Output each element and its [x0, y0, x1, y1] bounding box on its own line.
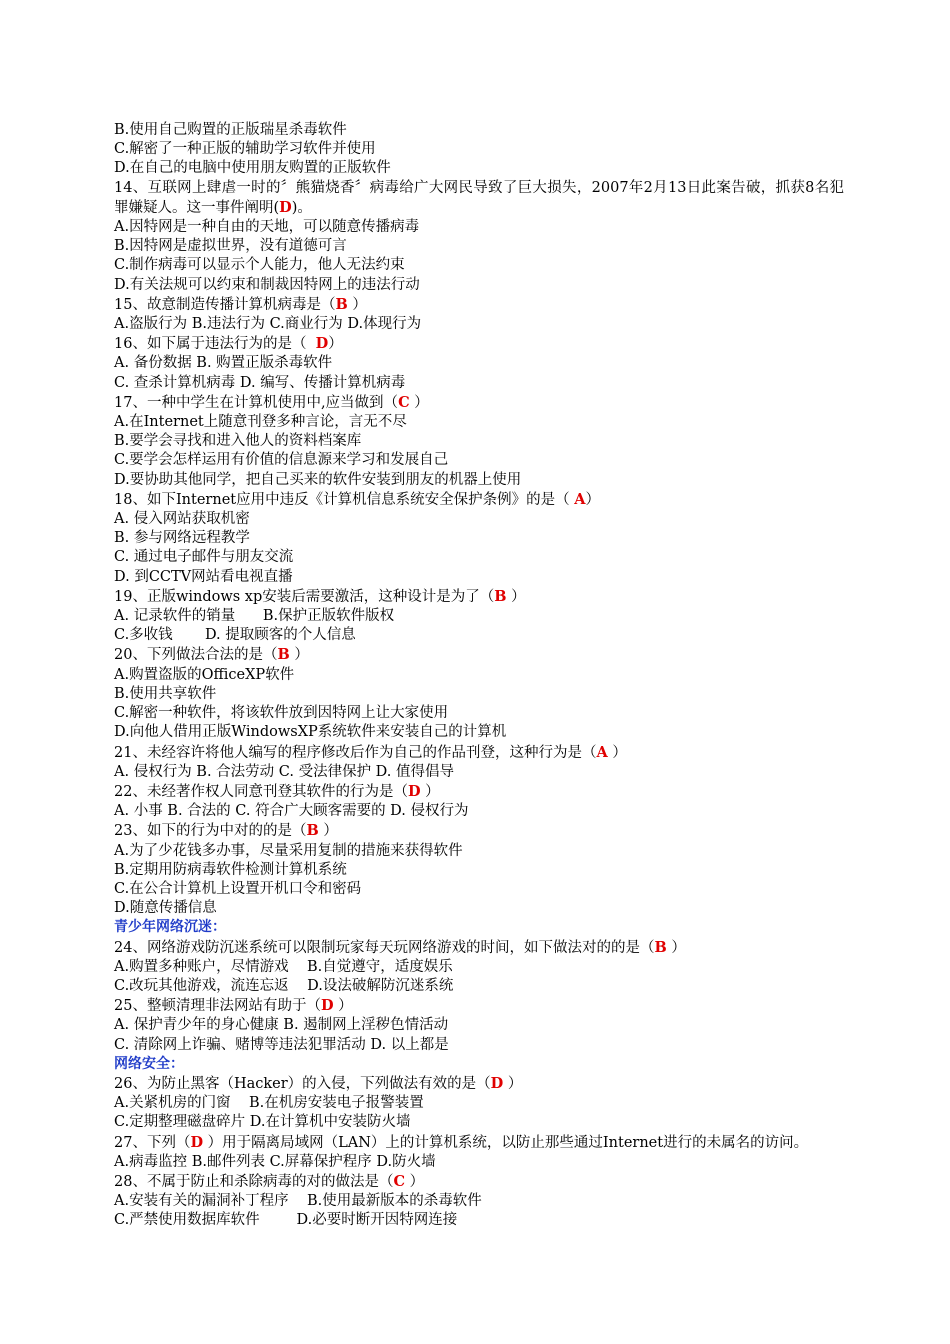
text-segment: A. 记录软件的销量 B.保护正版软件版权 — [114, 608, 395, 625]
text-segment: ） — [607, 744, 627, 761]
text-line — [114, 1153, 844, 1172]
text-line — [114, 315, 844, 334]
text-line — [114, 490, 844, 510]
text-segment: A. 保护青少年的身心健康 B. 遏制网上淫秽色情活动 — [114, 1017, 449, 1034]
text-segment: C.定期整理磁盘碎片 D.在计算机中安装防火墙 — [114, 1114, 411, 1131]
answer-letter: B — [306, 822, 319, 840]
text-segment: 28、不属于防止和杀除病毒的对的做法是（ — [114, 1173, 394, 1190]
document-body — [114, 121, 844, 1231]
text-line — [114, 374, 844, 393]
text-segment: ） — [318, 823, 338, 840]
text-line — [114, 685, 844, 704]
text-line — [114, 704, 844, 723]
text-line — [114, 548, 844, 567]
text-segment: A.在Internet上随意刊登多种言论，言无不尽 — [114, 414, 407, 431]
text-segment: A.关紧机房的门窗 B.在机房安装电子报警装置 — [114, 1095, 424, 1112]
text-line — [114, 899, 844, 918]
text-segment: B.因特网是虚拟世界，没有道德可言 — [114, 238, 347, 255]
text-segment: D.要协助其他同学，把自己买来的软件安装到朋友的机器上使用 — [114, 471, 522, 488]
text-segment: C.在公合计算机上设置开机口令和密码 — [114, 880, 362, 897]
text-line — [114, 880, 844, 899]
text-line — [114, 413, 844, 432]
text-segment: ） — [666, 939, 686, 956]
text-segment: 17、一种中学生在计算机使用中,应当做到（ — [114, 394, 399, 411]
text-line — [114, 626, 844, 645]
text-segment: ） — [409, 394, 429, 411]
answer-letter: D — [190, 1133, 204, 1151]
answer-letter: A — [596, 743, 608, 761]
text-segment: A.盗版行为 B.违法行为 C.商业行为 D.体现行为 — [114, 316, 422, 333]
text-line — [114, 1094, 844, 1113]
answer-letter: D — [490, 1074, 504, 1092]
text-line — [114, 471, 844, 490]
text-segment: 27、下列（ — [114, 1134, 191, 1151]
text-segment: 网络安全： — [114, 1055, 184, 1072]
text-segment: C. 查杀计算机病毒 D. 编写、传播计算机病毒 — [114, 374, 406, 391]
text-line — [114, 821, 844, 841]
text-line — [114, 295, 844, 315]
text-segment: 青少年网络沉迷： — [114, 919, 226, 936]
text-segment: A. 小事 B. 合法的 C. 符合广大顾客需要的 D. 侵权行为 — [114, 803, 469, 820]
text-line — [114, 140, 844, 159]
text-segment: D.在自己的电脑中使用朋友购置的正版软件 — [114, 160, 391, 177]
text-line — [114, 842, 844, 861]
text-line — [114, 218, 844, 237]
text-segment: C.多收钱 D. 提取顾客的个人信息 — [114, 627, 356, 644]
text-segment: 24、网络游戏防沉迷系统可以限制玩家每天玩网络游戏的时间，如下做法对的的是（ — [114, 939, 655, 956]
text-line — [114, 645, 844, 665]
text-segment: C.要学会怎样运用有价值的信息源来学习和发展自己 — [114, 452, 449, 469]
text-line — [114, 861, 844, 880]
text-segment: ）用于隔离局域网（LAN）上的计算机系统，以防止那些通过Internet进行的未属名的访问。 — [203, 1134, 809, 1151]
text-line — [114, 1016, 844, 1035]
text-segment: ） — [347, 296, 367, 313]
text-segment: C.解密一种软件，将该软件放到因特网上让大家使用 — [114, 705, 449, 722]
text-segment: ） — [405, 1173, 425, 1190]
text-line — [114, 354, 844, 373]
answer-letter: B — [494, 587, 507, 605]
text-line — [114, 568, 844, 587]
text-segment: 21、未经容许将他人编写的程序修改后作为自己的作品刊登，这种行为是（ — [114, 744, 597, 761]
text-line — [114, 782, 844, 802]
section-heading — [114, 1055, 844, 1074]
text-line — [114, 743, 844, 763]
text-segment: D.有关法规可以约束和制裁因特网上的违法行动 — [114, 276, 420, 293]
text-segment: D.随意传播信息 — [114, 900, 217, 917]
text-line — [114, 432, 844, 451]
text-segment: C. 清除网上诈骗、赌博等违法犯罪活动 D. 以上都是 — [114, 1036, 449, 1053]
text-line — [114, 510, 844, 529]
text-segment: D.向他人借用正版WindowsXP系统软件来安装自己的计算机 — [114, 724, 507, 741]
text-segment: B.要学会寻找和进入他人的资料档案库 — [114, 433, 362, 450]
text-segment: 20、下列做法合法的是（ — [114, 647, 278, 664]
answer-letter: C — [393, 1172, 405, 1190]
text-segment: 15、故意制造传播计算机病毒是（ — [114, 296, 336, 313]
answer-letter: D — [320, 997, 334, 1015]
text-segment: C.制作病毒可以显示个人能力，他人无法约束 — [114, 257, 405, 274]
text-segment: 19、正版windows xp安装后需要激活，这种设计是为了（ — [114, 588, 495, 605]
text-line — [114, 607, 844, 626]
text-segment: 25、整顿清理非法网站有助于（ — [114, 998, 321, 1015]
text-segment: A. 侵入网站获取机密 — [114, 511, 250, 528]
text-segment: D. 到CCTV网站看电视直播 — [114, 568, 293, 585]
text-line — [114, 179, 844, 218]
answer-letter: B — [335, 295, 348, 313]
text-line — [114, 121, 844, 140]
text-line — [114, 723, 844, 742]
text-segment: C.严禁使用数据库软件 D.必要时断开因特网连接 — [114, 1212, 458, 1229]
answer-letter: D — [407, 782, 421, 800]
text-segment: 18、如下Internet应用中违反《计算机信息系统安全保护条例》的是（ — [114, 491, 575, 508]
text-segment: ） — [503, 1075, 523, 1092]
text-line — [114, 763, 844, 782]
text-line — [114, 159, 844, 178]
text-line — [114, 393, 844, 413]
text-line — [114, 1113, 844, 1132]
text-segment: A.购置盗版的OfficeXP软件 — [114, 666, 295, 683]
answer-letter: D — [279, 198, 292, 216]
text-line — [114, 237, 844, 256]
text-segment: ） — [333, 998, 353, 1015]
text-line — [114, 276, 844, 295]
text-line — [114, 996, 844, 1016]
text-line — [114, 977, 844, 996]
section-heading — [114, 918, 844, 937]
text-line — [114, 1192, 844, 1211]
text-segment: C. 通过电子邮件与朋友交流 — [114, 549, 294, 566]
text-segment: 26、为防止黑客（Hacker）的入侵，下列做法有效的是（ — [114, 1075, 491, 1092]
text-segment: A. 备份数据 B. 购置正版杀毒软件 — [114, 355, 333, 372]
answer-letter: A — [574, 490, 586, 508]
text-line — [114, 256, 844, 275]
text-line — [114, 1172, 844, 1192]
text-segment: C.解密了一种正版的辅助学习软件并使用 — [114, 141, 376, 158]
answer-letter: D — [315, 335, 329, 353]
answer-letter: C — [398, 393, 410, 411]
text-segment: A.安装有关的漏洞补丁程序 B.使用最新版本的杀毒软件 — [114, 1193, 482, 1210]
text-segment: A. 侵权行为 B. 合法劳动 C. 受法律保护 D. 值得倡导 — [114, 763, 455, 780]
text-segment: )。 — [291, 199, 312, 216]
text-line — [114, 938, 844, 958]
text-line — [114, 1036, 844, 1055]
text-segment: ） — [289, 647, 309, 664]
text-segment: B.定期用防病毒软件检测计算机系统 — [114, 861, 347, 878]
text-segment: ） — [420, 783, 440, 800]
text-segment: A.病毒监控 B.邮件列表 C.屏幕保护程序 D.防火墙 — [114, 1153, 436, 1170]
text-segment: ） — [585, 491, 600, 508]
text-line — [114, 529, 844, 548]
text-segment: 23、如下的行为中对的的是（ — [114, 823, 307, 840]
text-line — [114, 958, 844, 977]
text-line — [114, 451, 844, 470]
text-line — [114, 1211, 844, 1230]
text-line — [114, 802, 844, 821]
text-segment: ） — [506, 588, 526, 605]
answer-letter: B — [654, 938, 667, 956]
text-segment: A.购置多种账户，尽情游戏 B.自觉遵守，适度娱乐 — [114, 958, 453, 975]
text-line — [114, 334, 844, 354]
text-segment: C.改玩其他游戏，流连忘返 D.设法破解防沉迷系统 — [114, 977, 454, 994]
text-segment: ） — [328, 336, 343, 353]
text-segment: B. 参与网络远程教学 — [114, 530, 250, 547]
text-line — [114, 1133, 844, 1153]
text-segment: 22、未经著作权人同意刊登其软件的行为是（ — [114, 783, 408, 800]
text-segment: A.因特网是一种自由的天地，可以随意传播病毒 — [114, 219, 420, 236]
text-line — [114, 666, 844, 685]
text-segment: 14、互联网上肆虐一时的〞熊猫烧香〞病毒给广大网民导致了巨大损失，2007年2月13日此案告破，抓获8名犯罪嫌疑人。这一事件阐明( — [114, 179, 844, 216]
text-segment: A.为了少花钱多办事，尽量采用复制的措施来获得软件 — [114, 842, 463, 859]
text-segment: 16、如下属于违法行为的是（ — [114, 336, 316, 353]
answer-letter: B — [277, 646, 290, 664]
text-segment: B.使用自己购置的正版瑞星杀毒软件 — [114, 122, 347, 138]
text-line — [114, 1074, 844, 1094]
text-line — [114, 587, 844, 607]
text-segment: B.使用共享软件 — [114, 685, 217, 702]
